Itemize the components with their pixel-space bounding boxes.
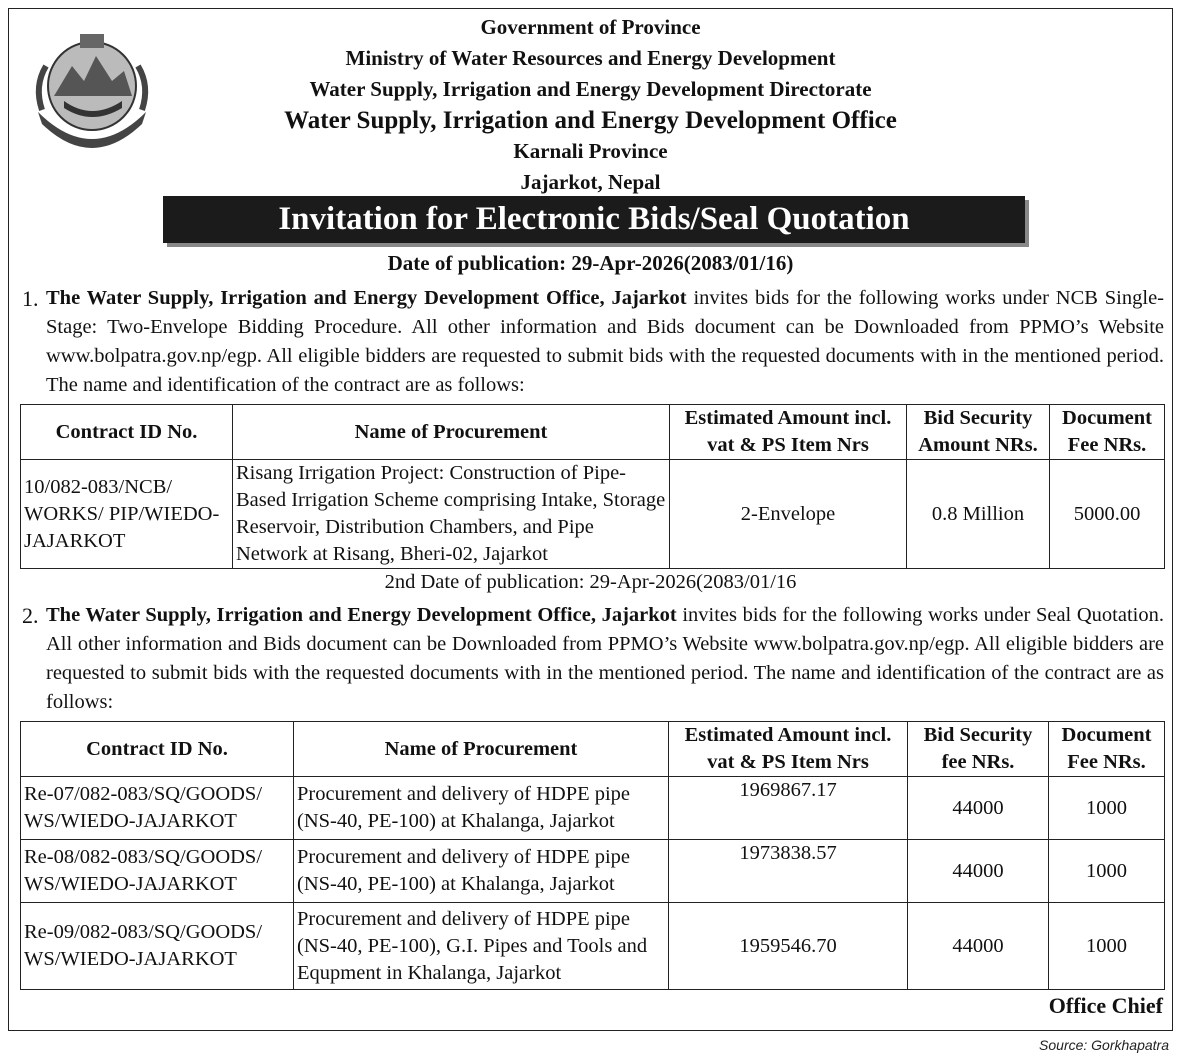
table-header: Bid Security fee NRs. <box>908 722 1049 777</box>
header-province: Karnali Province <box>513 139 668 163</box>
section-2-paragraph <box>22 601 1164 717</box>
signature-office-chief: Office Chief <box>1048 993 1163 1018</box>
security-cell: 0.8 Million <box>907 460 1050 569</box>
header-ministry: Ministry of Water Resources and Energy Development <box>345 46 836 70</box>
procurement-name-cell: Procurement and delivery of HDPE pipe (NS-40, PE-100) at Khalanga, Jajarkot <box>294 840 669 903</box>
security-cell: 44000 <box>908 840 1049 903</box>
contract-id-cell: 10/082-083/NCB/ WORKS/ PIP/WIEDO- JAJARKOT <box>21 460 233 569</box>
estimate-cell: 2-Envelope <box>670 460 907 569</box>
section-2-office-name: The Water Supply, Irrigation and Energy Development Office, Jajarkot <box>46 604 677 626</box>
procurement-name-cell: Procurement and delivery of HDPE pipe (NS-40, PE-100) at Khalanga, Jajarkot <box>294 777 669 840</box>
contract-id-cell: Re-09/082-083/SQ/GOODS/ WS/WIEDO-JAJARKOT <box>21 903 294 990</box>
table-header: Bid Security Amount NRs. <box>907 405 1050 460</box>
publication-date: Date of publication: 29-Apr-2026(2083/01/16) <box>387 251 794 275</box>
table-row <box>21 840 1165 903</box>
procurement-name-cell: Procurement and delivery of HDPE pipe (NS-40, PE-100), G.I. Pipes and Tools and Equpment in Khalanga, Jajarkot <box>294 903 669 990</box>
section-1-number: 1. <box>22 286 39 311</box>
section-2-number: 2. <box>22 603 39 628</box>
notice-title-banner: Invitation for Electronic Bids/Seal Quotation <box>163 196 1025 243</box>
table-header: Contract ID No. <box>21 405 233 460</box>
second-publication-date: 2nd Date of publication: 29-Apr-2026(2083/01/16 <box>384 571 797 593</box>
fee-cell: 1000 <box>1049 777 1165 840</box>
table-row <box>21 903 1165 990</box>
estimate-cell: 1969867.17 <box>669 777 908 840</box>
table-header: Name of Procurement <box>294 722 669 777</box>
table-header: Name of Procurement <box>233 405 670 460</box>
contract-id-cell: Re-07/082-083/SQ/GOODS/ WS/WIEDO-JAJARKOT <box>21 777 294 840</box>
header-government: Government of Province <box>480 15 701 39</box>
table-row <box>21 777 1165 840</box>
table-header: Document Fee NRs. <box>1049 722 1165 777</box>
security-cell: 44000 <box>908 903 1049 990</box>
section-2-table <box>20 721 1165 990</box>
table-row <box>21 460 1165 569</box>
section-1-table <box>20 404 1165 569</box>
estimate-cell: 1973838.57 <box>669 840 908 903</box>
header-office: Water Supply, Irrigation and Energy Development Office <box>284 107 897 134</box>
table-header: Estimated Amount incl. vat & PS Item Nrs <box>669 722 908 777</box>
section-1-office-name: The Water Supply, Irrigation and Energy Development Office, Jajarkot <box>46 287 687 309</box>
header-directorate: Water Supply, Irrigation and Energy Development Directorate <box>309 77 872 101</box>
fee-cell: 1000 <box>1049 903 1165 990</box>
section-1-paragraph <box>22 284 1164 400</box>
source-credit: Source: Gorkhapatra <box>1039 1037 1169 1053</box>
contract-id-cell: Re-08/082-083/SQ/GOODS/ WS/WIEDO-JAJARKOT <box>21 840 294 903</box>
table-header: Estimated Amount incl. vat & PS Item Nrs <box>670 405 907 460</box>
table-header: Document Fee NRs. <box>1050 405 1165 460</box>
header-location: Jajarkot, Nepal <box>520 170 661 194</box>
procurement-name-cell: Risang Irrigation Project: Construction of Pipe-Based Irrigation Scheme comprising Intake, Storage Reservoir, Distribution Chambers, and Pipe Network at Risang, Bheri-02, Jajarkot <box>233 460 670 569</box>
estimate-cell: 1959546.70 <box>669 903 908 990</box>
fee-cell: 1000 <box>1049 840 1165 903</box>
section-1-text: invites bids for the following works under NCB Single-Stage: Two-Envelope Bidding Procedure. All other information and Bids document can be Downloaded from PPMO’s Website www.bolpatra.gov.np/egp. All eligible bidders are requested to submit bids with the requested documents with in the mentioned period. The name and identification of the contract are as follows: <box>46 287 1164 396</box>
header <box>0 12 1181 198</box>
fee-cell: 5000.00 <box>1050 460 1165 569</box>
section-2-text: invites bids for the following works under Seal Quotation. All other information and Bids document can be Downloaded from PPMO’s Website www.bolpatra.gov.np/egp. All eligible bidders are requested to submit bids with the requested documents with in the mentioned period. The name and identification of the contract are as follows: <box>46 604 1164 713</box>
security-cell: 44000 <box>908 777 1049 840</box>
table-header: Contract ID No. <box>21 722 294 777</box>
